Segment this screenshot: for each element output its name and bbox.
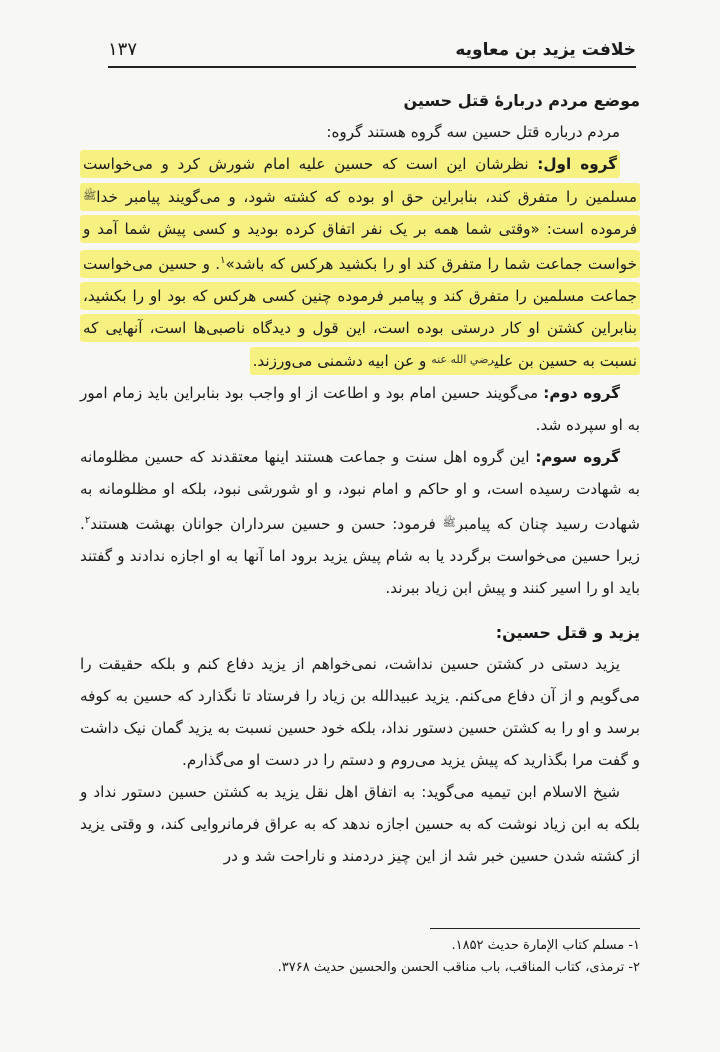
honorific-glyph: ﷺ bbox=[83, 189, 97, 202]
section-spacer bbox=[80, 604, 640, 618]
page-number: ۱۳۷ bbox=[108, 39, 138, 60]
intro-paragraph: مردم درباره قتل حسین سه گروه هستند گروه: bbox=[326, 123, 620, 141]
group-three-text-3: . زیرا حسین می‌خواست برگردد یا به شام پیش یزید برود اما آنها به او اجازه ندادند و گفتند باید او را اسیر کنند و پیش ابن زیاد ببرند. bbox=[80, 515, 640, 598]
group-two-text: می‌گویند حسین امام بود و اطاعت از او واجب بود بنابراین باید زمام امور به او سپرده شد. bbox=[80, 384, 640, 435]
footnote-divider bbox=[430, 928, 640, 929]
footnote-1: ۱- مسلم کتاب الإمارة حدیث ۱۸۵۲. bbox=[451, 938, 640, 953]
group-one-text-2: فرموده است: «وقتی شما همه بر یک نفر اتفاق کرده بودید و کسی پیش شما آمد و خواست جماعت شما را متفرق کند او را بکشید هرکس که باشد» bbox=[83, 220, 637, 274]
honorific-glyph: رضي الله عنه bbox=[431, 353, 495, 367]
group-one-text-3: . و حسین می‌خواست جماعت مسلمین را متفرق کند و پیامبر فرموده چنین کسی هرکس که بود او را بکشید، بنابراین کشتن او کار درستی بوده است، این قول و دیدگاه ناصبی‌ها است، آنهایی که نسبت به حسین بن علی bbox=[83, 255, 637, 371]
group-two-lead: گروه دوم: bbox=[543, 384, 620, 403]
group-one-text-1: نظرشان این است که حسین علیه امام شورش کرد و می‌خواست مسلمین را متفرق کند، بنابراین حق او بوده که کشته شود، و می‌گویند پیامبر خدا bbox=[83, 155, 637, 206]
footnote-ref-2: ۲ bbox=[84, 515, 91, 527]
group-one-text-4: و عن ابیه دشمنی می‌ورزند. bbox=[252, 352, 432, 371]
yazid-paragraph-1: یزید دستی در کشتن حسین نداشت، نمی‌خواهم از یزید دفاع کنم و بلکه حقیقت را می‌گویم و از آن دفاع می‌کنم. یزید عبیدالله بن زیاد را فرستاد تا نگذارد که حسین به کوفه برسد و او را به کشتن حسین دستور نداد، بلکه خود حسین نسبت به یزید گمان نیک داشت و گفت مرا بگذارید که پیش یزید می‌روم و دستم را در دست او می‌گذارم. bbox=[80, 655, 640, 770]
group-two-paragraph bbox=[80, 377, 640, 441]
honorific-glyph: ﷺ bbox=[442, 516, 456, 530]
group-one-lead: گروه اول: bbox=[537, 155, 617, 173]
footnote-2: ۲- ترمذی، کتاب المناقب، باب مناقب الحسن والحسین حدیث ۳۷۶۸. bbox=[277, 960, 640, 975]
running-title: خلافت یزید بن معاویه bbox=[455, 40, 636, 60]
running-header bbox=[108, 34, 636, 68]
section-heading-yazid: یزید و قتل حسین: bbox=[495, 623, 640, 643]
group-three-lead: گروه سوم: bbox=[535, 448, 620, 467]
group-three-text-1: این گروه اهل سنت و جماعت هستند اینها معتقدند که حسین مظلومانه به شهادت رسیده است، و او حاکم و امام نبود، و او شورشی نبود، بلکه او مظلومانه به شهادت رسید چنان که پیامبر bbox=[80, 448, 641, 534]
group-three-paragraph bbox=[80, 441, 640, 604]
group-one-paragraph bbox=[80, 148, 640, 377]
group-three-text-2: فرمود: حسن و حسین سرداران جوانان بهشت هستند bbox=[90, 515, 443, 534]
highlighted-passage bbox=[80, 150, 640, 375]
yazid-paragraph-2: شیخ الاسلام ابن تیمیه می‌گوید: به اتفاق اهل نقل یزید به کشتن حسین دستور نداد و بلکه به ابن زیاد نوشت که به حسین اجازه ندهد که به عراق فرمانروایی کند، و وقتی یزید از کشته شدن حسین خبر شد از این چیز دردمند و ناراحت شد و در bbox=[80, 783, 640, 866]
section-heading-people-positions: موضع مردم دربارهٔ قتل حسین bbox=[403, 91, 640, 110]
footnote-ref-1: ۱ bbox=[220, 255, 226, 266]
page-body bbox=[80, 86, 640, 872]
footnotes bbox=[80, 928, 640, 979]
